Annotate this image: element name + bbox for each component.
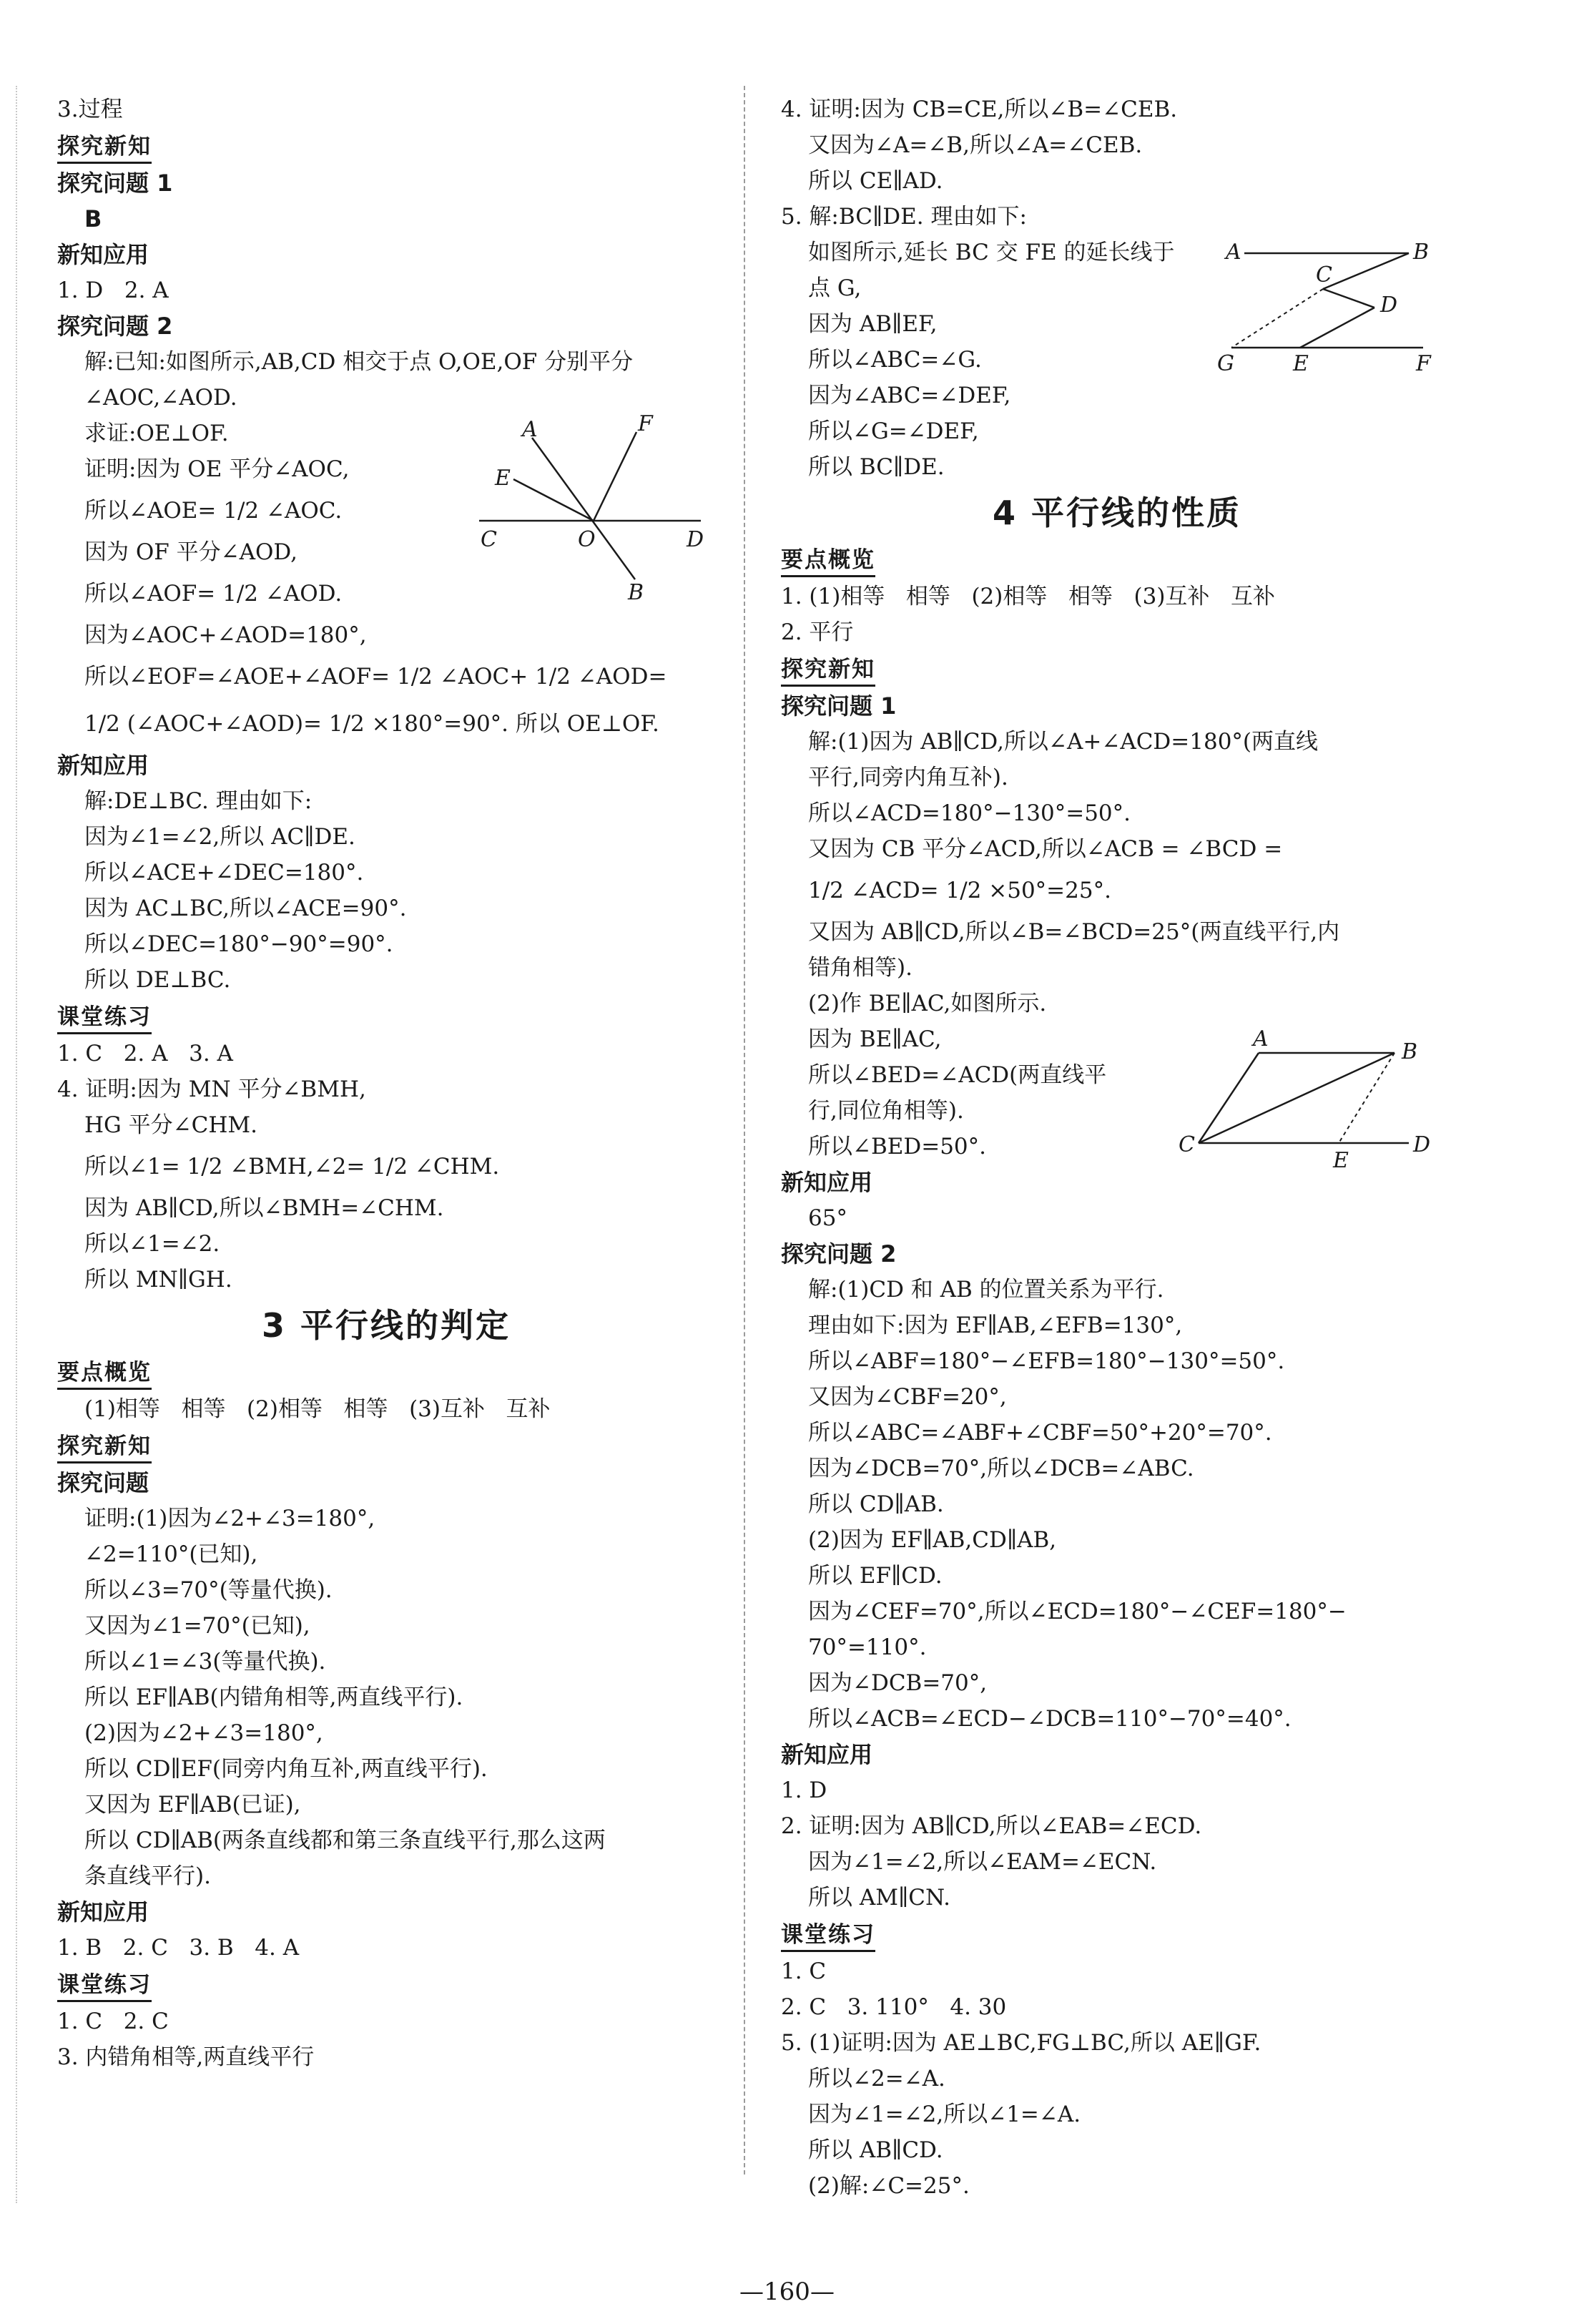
text-line: 所以∠ABC=∠G. (808, 347, 982, 373)
text-line: HG 平分∠CHM. (84, 1112, 257, 1138)
text-line: 所以 BC∥DE. (808, 454, 945, 480)
text-line: 所以 CD∥AB(两条直线都和第三条直线平行,那么这两 (84, 1828, 606, 1853)
fig3-label-E: E (1333, 1148, 1349, 1173)
text-line: 解:DE⊥BC. 理由如下: (84, 788, 313, 814)
text-line: 所以 EF∥AB(内错角相等,两直线平行). (84, 1685, 463, 1710)
text-line: 所以∠1= 1/2 ∠BMH,∠2= 1/2 ∠CHM. (84, 1154, 500, 1180)
text-line: 所以∠AOF= 1/2 ∠AOD. (84, 581, 343, 607)
text-line: 又因为∠1=70°(已知), (84, 1613, 310, 1639)
text-line: 证明:因为 OE 平分∠AOC, (84, 456, 350, 482)
text-line: 3. 内错角相等,两直线平行 (57, 2044, 315, 2070)
text-line: 又因为 CB 平分∠ACD,所以∠ACB = ∠BCD = (808, 836, 1283, 862)
fig2-label-F: F (1416, 351, 1431, 376)
text-line: ∠2=110°(已知), (84, 1541, 258, 1567)
fig2-label-G: G (1217, 351, 1234, 376)
text-line: 所以∠ABF=180°−∠EFB=180°−130°=50°. (808, 1348, 1285, 1374)
fig3-label-B: B (1402, 1039, 1418, 1064)
column-divider (744, 86, 745, 2175)
fig2-label-E: E (1293, 351, 1309, 376)
section-label: 要点概览 (57, 1358, 152, 1390)
text-line: 因为∠DCB=70°, (808, 1670, 988, 1696)
fig3-label-D: D (1413, 1132, 1431, 1157)
text-line: 所以∠ACD=180°−130°=50°. (808, 800, 1131, 826)
text-line: 因为 OF 平分∠AOD, (84, 539, 298, 565)
text-line: 又因为∠CBF=20°, (808, 1384, 1007, 1410)
text-line: 证明:(1)因为∠2+∠3=180°, (84, 1506, 375, 1531)
text-line: 4. 证明:因为 CB=CE,所以∠B=∠CEB. (781, 97, 1178, 122)
text-line: 1/2 (∠AOC+∠AOD)= 1/2 ×180°=90°. 所以 OE⊥OF. (84, 711, 659, 737)
fig1-label-O: O (578, 527, 596, 552)
fig1-label-A: A (522, 417, 538, 442)
fig2-label-A: A (1226, 240, 1241, 265)
text-line: 理由如下:因为 EF∥AB,∠EFB=130°, (808, 1313, 1183, 1338)
text-line: 因为∠1=∠2,所以∠EAM=∠ECN. (808, 1849, 1157, 1875)
text-line: 因为∠ABC=∠DEF, (808, 383, 1011, 408)
text-line: 因为 AB∥CD,所以∠BMH=∠CHM. (84, 1195, 444, 1221)
subsection-heading: 新知应用 (57, 1898, 149, 1926)
text-line: 所以∠BED=∠ACD(两直线平 (808, 1062, 1107, 1088)
section-title: 4 平行线的性质 (992, 494, 1242, 532)
fig1-label-D: D (687, 527, 704, 552)
text-line: 4. 证明:因为 MN 平分∠BMH, (57, 1077, 366, 1102)
figure-intersecting-lines (472, 415, 715, 601)
text-line: 所以∠1=∠2. (84, 1231, 220, 1257)
page-edge (16, 86, 17, 2203)
text-line: 2. C 3. 110° 4. 30 (781, 1994, 1007, 2020)
text-line: 错角相等). (808, 955, 913, 981)
text-line: 5. (1)证明:因为 AE⊥BC,FG⊥BC,所以 AE∥GF. (781, 2030, 1261, 2056)
text-line: 所以 AM∥CN. (808, 1885, 951, 1911)
text-line: 5. 解:BC∥DE. 理由如下: (781, 204, 1027, 230)
text-line: (2)解:∠C=25°. (808, 2173, 970, 2199)
text-line: 所以∠3=70°(等量代换). (84, 1577, 333, 1603)
text-line: 解:(1)CD 和 AB 的位置关系为平行. (808, 1277, 1164, 1303)
text-line: 1. D 2. A (57, 278, 169, 303)
text-line: 1/2 ∠ACD= 1/2 ×50°=25°. (808, 878, 1111, 903)
text-line: 如图所示,延长 BC 交 FE 的延长线于 (808, 240, 1175, 265)
text-line: 所以∠2=∠A. (808, 2066, 945, 2092)
text-line: 1. C 2. A 3. A (57, 1041, 233, 1067)
fig2-label-C: C (1316, 263, 1332, 288)
text-line: 所以∠BED=50°. (808, 1134, 987, 1159)
text-line: 点 G, (808, 275, 862, 301)
section-label: 探究新知 (57, 1431, 152, 1463)
fig3-label-A: A (1253, 1026, 1269, 1051)
text-line: 所以∠ACE+∠DEC=180°. (84, 860, 364, 886)
text-line: 所以 AB∥CD. (808, 2137, 943, 2163)
text-line: (1)相等 相等 (2)相等 相等 (3)互补 互补 (84, 1396, 551, 1422)
text-line: 2. 平行 (781, 619, 854, 645)
section-label: 要点概览 (781, 545, 875, 577)
subsection-heading: 新知应用 (57, 752, 149, 779)
subsection-heading: 探究问题 (57, 1469, 149, 1496)
section-label: 探究新知 (781, 654, 875, 687)
text-line: (2)因为∠2+∠3=180°, (84, 1720, 323, 1746)
text-line: 解:已知:如图所示,AB,CD 相交于点 O,OE,OF 分别平分 (84, 349, 634, 375)
section-label: 课堂练习 (57, 1002, 152, 1034)
fig2-label-B: B (1413, 240, 1430, 265)
text-line: 所以∠G=∠DEF, (808, 418, 979, 444)
subsection-heading: 新知应用 (781, 1169, 873, 1196)
text-line: 因为∠CEF=70°,所以∠ECD=180°−∠CEF=180°− (808, 1599, 1347, 1624)
text-line: 条直线平行). (84, 1863, 211, 1889)
text-line: 70°=110°. (808, 1634, 927, 1660)
text-line: 所以 MN∥GH. (84, 1267, 232, 1293)
text-line: 所以∠ABC=∠ABF+∠CBF=50°+20°=70°. (808, 1420, 1272, 1446)
text-line: 2. 证明:因为 AB∥CD,所以∠EAB=∠ECD. (781, 1813, 1202, 1839)
text-line: 因为 AB∥EF, (808, 311, 938, 337)
text-line: 因为 AC⊥BC,所以∠ACE=90°. (84, 896, 407, 921)
subsection-heading: B (84, 205, 102, 232)
text-line: (2)作 BE∥AC,如图所示. (808, 991, 1047, 1016)
fig1-label-B: B (628, 580, 644, 601)
text-line: 因为∠DCB=70°,所以∠DCB=∠ABC. (808, 1456, 1194, 1481)
text-line: 所以∠1=∠3(等量代换). (84, 1649, 326, 1675)
text-line: (2)因为 EF∥AB,CD∥AB, (808, 1527, 1057, 1553)
section-title: 3 平行线的判定 (261, 1306, 511, 1345)
text-line: 1. C (781, 1958, 827, 1984)
text-line: 又因为 AB∥CD,所以∠B=∠BCD=25°(两直线平行,内 (808, 919, 1340, 945)
text-line: ∠AOC,∠AOD. (84, 385, 237, 411)
subsection-heading: 探究问题 2 (781, 1240, 897, 1268)
text-line: 因为∠AOC+∠AOD=180°, (84, 622, 367, 648)
subsection-heading: 探究问题 2 (57, 313, 173, 340)
subsection-heading: 探究问题 1 (781, 692, 897, 720)
text-line: 行,同位角相等). (808, 1098, 964, 1124)
fig1-label-E: E (495, 466, 511, 491)
text-line: 因为∠1=∠2,所以∠1=∠A. (808, 2102, 1081, 2127)
subsection-heading: 新知应用 (781, 1741, 873, 1768)
text-line: 求证:OE⊥OF. (84, 421, 229, 446)
text-line: 65° (808, 1205, 847, 1231)
text-line: 1. (1)相等 相等 (2)相等 相等 (3)互补 互补 (781, 584, 1275, 609)
text-line: 所以 EF∥CD. (808, 1563, 943, 1589)
fig3-label-C: C (1179, 1132, 1195, 1157)
fig1-label-C: C (481, 527, 497, 552)
text-line: 所以 CD∥AB. (808, 1491, 944, 1517)
section-label: 课堂练习 (781, 1920, 875, 1952)
text-line: 因为∠1=∠2,所以 AC∥DE. (84, 824, 355, 850)
fig2-label-D: D (1380, 293, 1398, 318)
text-line: 所以∠AOE= 1/2 ∠AOC. (84, 498, 343, 524)
figure-zigzag-parallel (1216, 233, 1445, 376)
section-label: 探究新知 (57, 132, 152, 164)
text-line: 又因为∠A=∠B,所以∠A=∠CEB. (808, 132, 1143, 158)
text-line: 又因为 EF∥AB(已证), (84, 1792, 301, 1818)
text-line: 所以 CE∥AD. (808, 168, 943, 194)
text-line: 所以∠DEC=180°−90°=90°. (84, 931, 393, 957)
text-line: 3.过程 (57, 97, 123, 122)
text-line: 所以∠EOF=∠AOE+∠AOF= 1/2 ∠AOC+ 1/2 ∠AOD= (84, 664, 667, 690)
text-line: 所以 CD∥EF(同旁内角互补,两直线平行). (84, 1756, 488, 1782)
subsection-heading: 新知应用 (57, 241, 149, 268)
text-line: 所以 DE⊥BC. (84, 967, 231, 993)
text-line: 解:(1)因为 AB∥CD,所以∠A+∠ACD=180°(两直线 (808, 729, 1319, 755)
figure-parallel-bed (1173, 1024, 1437, 1182)
text-line: 1. C 2. C (57, 2009, 169, 2034)
text-line: 1. D (781, 1778, 827, 1803)
fig1-label-F: F (638, 415, 653, 436)
page-number: —160— (739, 2278, 835, 2306)
text-line: 所以∠ACB=∠ECD−∠DCB=110°−70°=40°. (808, 1706, 1292, 1732)
text-line: 因为 BE∥AC, (808, 1026, 942, 1052)
left-column (57, 92, 715, 2075)
text-line: 平行,同旁内角互补). (808, 765, 1008, 790)
text-line: 1. B 2. C 3. B 4. A (57, 1935, 300, 1961)
section-label: 课堂练习 (57, 1970, 152, 2002)
subsection-heading: 探究问题 1 (57, 170, 173, 197)
